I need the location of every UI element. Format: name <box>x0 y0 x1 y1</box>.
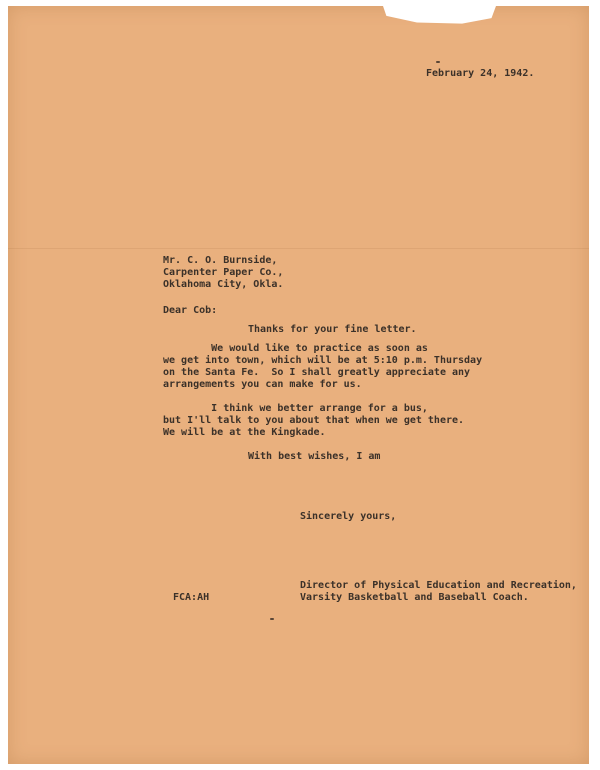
address-line: Mr. C. O. Burnside, <box>163 255 278 266</box>
paper-fold <box>8 248 589 249</box>
paragraph-1: Thanks for your fine letter. <box>248 324 417 335</box>
ink-speck <box>436 61 440 63</box>
paragraph-line: We would like to practice as soon as <box>163 343 428 354</box>
paragraph-3 <box>163 403 464 439</box>
paragraph-line: We will be at the Kingkade. <box>163 427 326 438</box>
paragraph-line: arrangements you can make for us. <box>163 379 362 390</box>
paragraph-line: I think we better arrange for a bus, <box>163 403 428 414</box>
complimentary-close: Sincerely yours, <box>300 511 397 522</box>
signature-titles <box>300 580 577 604</box>
paragraph-2 <box>163 343 482 391</box>
reference-initials: FCA:AH <box>173 592 210 603</box>
ink-speck <box>270 618 274 620</box>
letter-date: February 24, 1942. <box>426 68 535 79</box>
address-line: Carpenter Paper Co., <box>163 267 284 278</box>
recipient-address <box>163 255 283 291</box>
salutation: Dear Cob: <box>163 305 218 316</box>
address-line: Oklahoma City, Okla. <box>163 279 284 290</box>
closing-wishes: With best wishes, I am <box>248 451 381 462</box>
paper-tear <box>383 6 496 28</box>
paragraph-line: but I'll talk to you about that when we get there. <box>163 415 465 426</box>
signature-line: Director of Physical Education and Recreation, <box>300 580 577 591</box>
letter-page <box>8 6 589 764</box>
signature-line: Varsity Basketball and Baseball Coach. <box>300 592 529 603</box>
paragraph-line: on the Santa Fe. So I shall greatly appreciate any <box>163 367 471 378</box>
paragraph-line: we get into town, which will be at 5:10 p.m. Thursday <box>163 355 483 366</box>
